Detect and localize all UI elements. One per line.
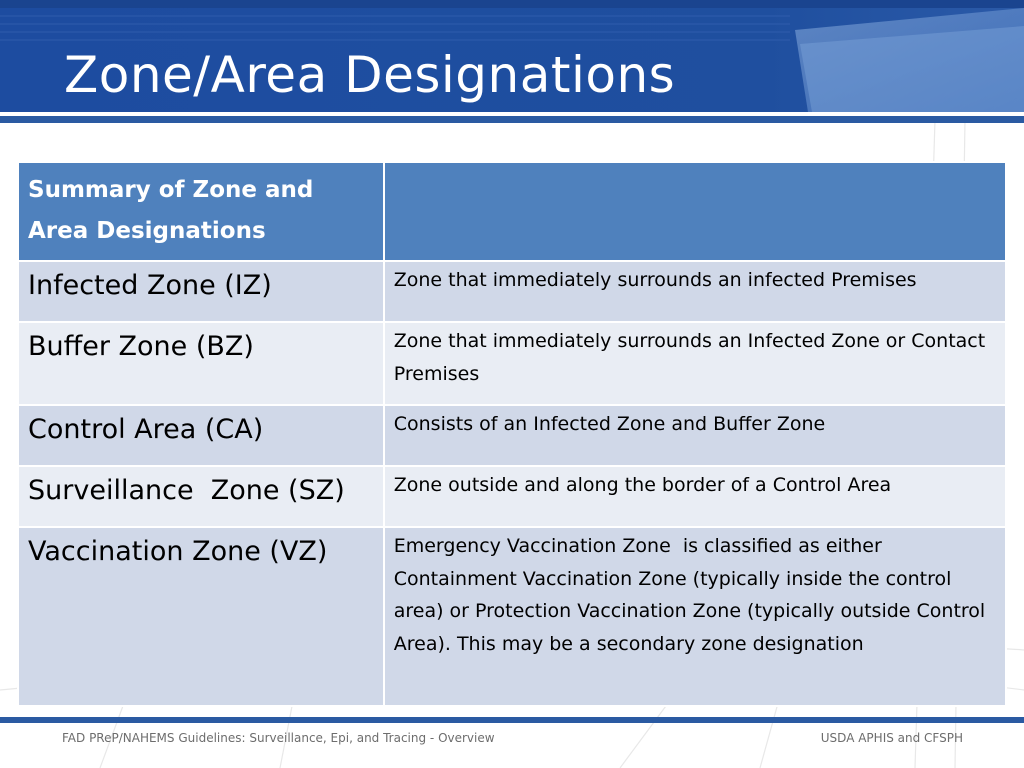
title-banner: [0, 0, 1024, 124]
table-header-empty: [384, 162, 1006, 261]
zone-name-infected: Infected Zone (IZ): [18, 261, 384, 322]
zone-description-buffer: Zone that immediately surrounds an Infected Zone or Contact Premises: [384, 322, 1006, 405]
table-row: [18, 261, 1006, 322]
footer-rule: [0, 717, 1024, 723]
slide-title: Zone/Area Designations: [64, 46, 676, 104]
zone-description-vaccination: Emergency Vaccination Zone is classified as either Containment Vaccination Zone (typically inside the control area) or Protection Vaccination Zone (typically outside Control Area). This may be a secondary zone designation: [384, 527, 1006, 706]
zone-name-surveillance: Surveillance Zone (SZ): [18, 466, 384, 527]
zone-name-buffer: Buffer Zone (BZ): [18, 322, 384, 405]
footer-course-title: FAD PReP/NAHEMS Guidelines: Surveillance, Epi, and Tracing - Overview: [62, 731, 495, 745]
zone-description-surveillance: Zone outside and along the border of a Control Area: [384, 466, 1006, 527]
table-row: [18, 527, 1006, 706]
zone-description-infected: Zone that immediately surrounds an infected Premises: [384, 261, 1006, 322]
table-header-row: [18, 162, 1006, 261]
table-row: [18, 405, 1006, 466]
table-row: [18, 466, 1006, 527]
table-row: [18, 322, 1006, 405]
footer-organization: USDA APHIS and CFSPH: [820, 731, 963, 745]
zone-name-control: Control Area (CA): [18, 405, 384, 466]
zone-description-control: Consists of an Infected Zone and Buffer Zone: [384, 405, 1006, 466]
zone-designation-table: [17, 161, 1007, 707]
table-header-title: Summary of Zone and Area Designations: [18, 162, 384, 261]
zone-name-vaccination: Vaccination Zone (VZ): [18, 527, 384, 706]
